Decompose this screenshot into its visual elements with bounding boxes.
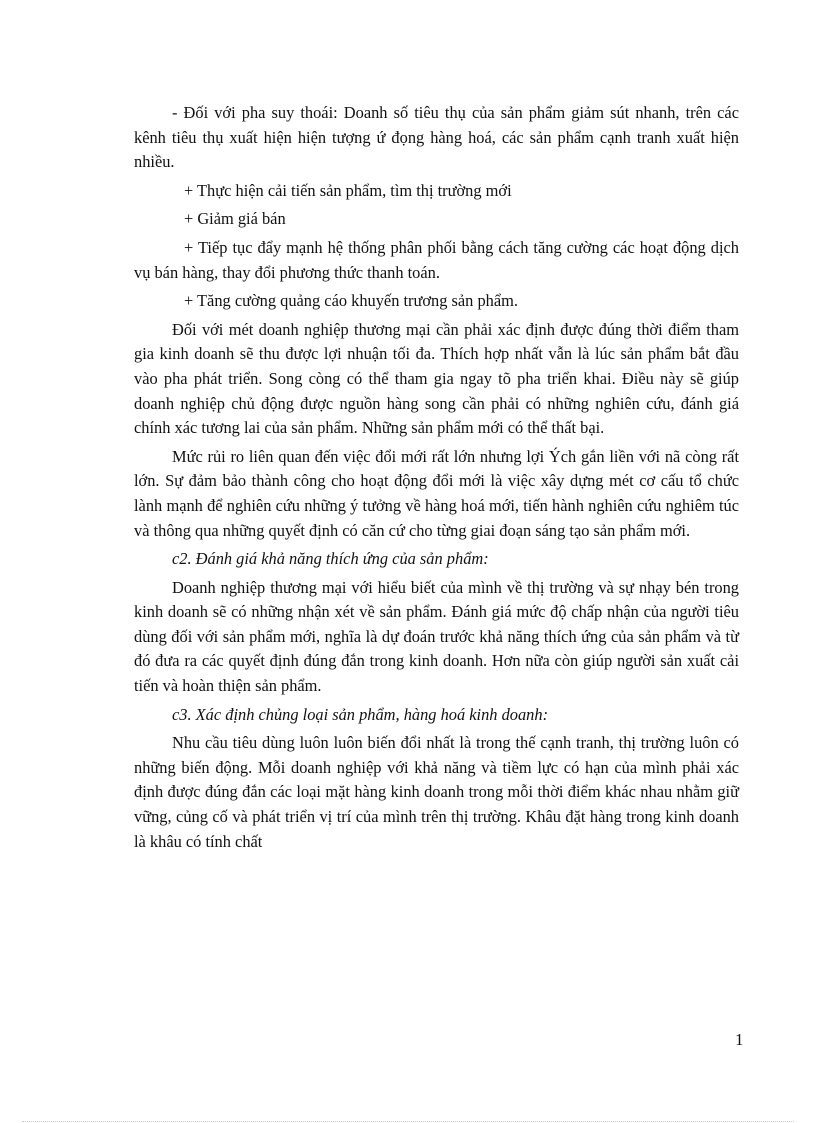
paragraph-innovation-risk: Mức rủi ro liên quan đến việc đổi mới rất lớn nhưng lợi Ých gắn liền với nã còng rất lớn. Sự đảm bảo thành công cho hoạt động đổi mới là việc xây dựng mét cơ cấu tổ chức lành mạnh để nghiên cứu những ý tưởng về hàng hoá mới, tiến hành nghiên cứu nghiêm túc và thông qua những quyết định có căn cứ cho từng giai đoạn sáng tạo sản phẩm mới. (134, 446, 739, 540)
bullet-advertising: + Tăng cường quảng cáo khuyến trương sản phẩm. (184, 291, 518, 311)
footer-divider (22, 1121, 794, 1122)
heading-c2: c2. Đánh giá khả năng thích ứng của sản phẩm: (172, 549, 489, 569)
bullet-product-improvement: + Thực hiện cải tiến sản phẩm, tìm thị trường mới (184, 180, 512, 200)
document-page (134, 101, 739, 858)
heading-c3: c3. Xác định chủng loại sản phẩm, hàng hoá kinh doanh: (172, 704, 549, 724)
page-number: 1 (735, 1030, 744, 1049)
paragraph-product-range: Nhu cầu tiêu dùng luôn luôn biến đổi nhất là trong thế cạnh tranh, thị trường luôn có những biến động. Mỗi doanh nghiệp với khả năng và tiềm lực có hạn của mình phải xác định được đúng đắn các loại mặt hàng kinh doanh trong mỗi thời điểm khác nhau nhằm giữ vững, củng cố và phát triển vị trí của mình trên thị trường. Khâu đặt hàng trong kinh doanh là khâu có tính chất (134, 733, 739, 851)
paragraph-decline-phase: - Đối với pha suy thoái: Doanh số tiêu thụ của sản phẩm giảm sút nhanh, trên các kênh tiêu thụ xuất hiện hiện tượng ứ đọng hàng hoá, các sản phẩm cạnh tranh xuất hiện nhiều. (134, 103, 739, 172)
bullet-distribution: + Tiếp tục đẩy mạnh hệ thống phân phối bằng cách tăng cường các hoạt động dịch vụ bán hàng, thay đổi phương thức thanh toán. (134, 237, 739, 282)
paragraph-adaptability: Doanh nghiệp thương mại với hiểu biết của mình về thị trường và sự nhạy bén trong kinh doanh sẽ có những nhận xét về sản phẩm. Đánh giá mức độ chấp nhận của người tiêu dùng đối với sản phẩm mới, nghĩa là dự đoán trước khả năng thích ứng của sản phẩm và từ đó đưa ra các quyết định đúng đắn trong kinh doanh. Hơn nữa còn giúp người sản xuất cải tiến và hoàn thiện sản phẩm. (134, 577, 739, 696)
paragraph-entry-timing: Đối với mét doanh nghiệp thương mại cần phải xác định được đúng thời điểm tham gia kinh doanh sẽ thu được lợi nhuận tối đa. Thích hợp nhất vẫn là lúc sản phẩm bắt đầu vào pha phát triển. Song còng có thể tham gia ngay tõ pha triển khai. Điều này sẽ giúp doanh nghiệp chủ động được nguồn hàng song cần phải có những nghiên cứu, đánh giá chính xác tương lai của sản phẩm. Những sản phẩm mới có thể thất bại. (134, 319, 739, 438)
bullet-price-reduction: + Giảm giá bán (184, 209, 286, 229)
